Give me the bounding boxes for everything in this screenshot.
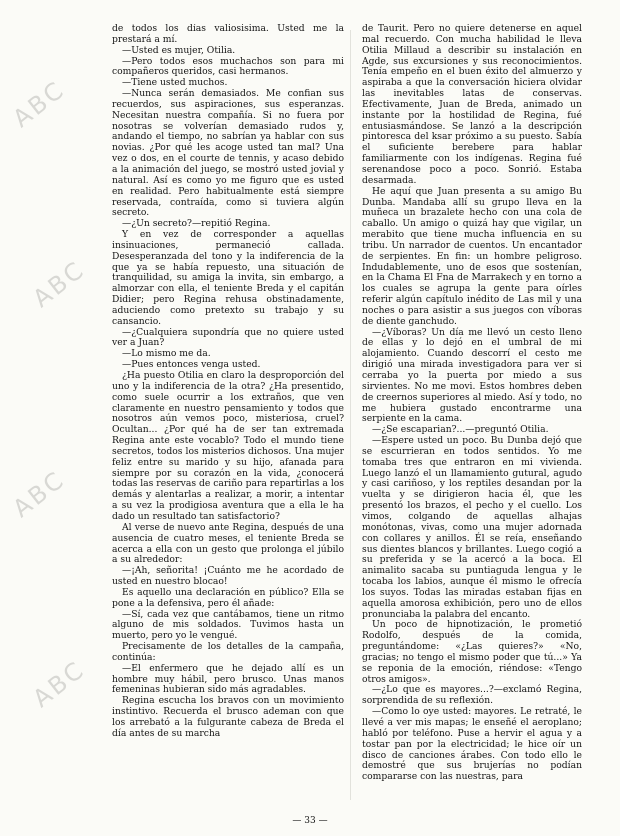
paragraph: Y en vez de corresponder a aquellas insinuaciones, permaneció callada. Desesperanzada del tono y la indiferencia de la que ya se había repuesto, una situación de tranquilidad, su amiga la invita, sin embargo, a almorzar con ella, el teniente Breda y el capitán Didier; pero Regina rehusa obstinadamente, aduciendo como pretexto su trabajo y su cansancio. xyxy=(112,229,344,327)
paragraph: —¿Lo que es mayores...?—exclamó Regina, sorprendida de su reflexión. xyxy=(362,684,582,707)
paragraph: de todos los días valiosisima. Usted me la prestará a mí. xyxy=(112,24,344,45)
paragraph: Al verse de nuevo ante Regina, después de una ausencia de cuatro meses, el teniente Breda se acerca a ella con un gesto que prolonga el júbilo a su alrededor: xyxy=(112,521,344,566)
paragraph: Regina escucha los bravos con un movimiento instintivo. Recuerda el brusco ademan con que los arrebató a la fulgurante cabeza de Breda el día antes de su marcha xyxy=(112,695,344,739)
paragraph: —Sí, cada vez que cantábamos, tiene un ritmo alguno de mis soldados. Tuvimos hasta un muerto, pero yo le vengué. xyxy=(112,608,344,642)
paragraph: —Tiene usted muchos. xyxy=(122,77,228,89)
paragraph: Un poco de hipnotización, le prometió Rodolfo, después de la comida, preguntándome: «¿Las quieres?» «No, gracias; no tengo el mismo poder que tú...» Ya se reponia de la emoción, riéndose: «Tengo otros amigos». xyxy=(362,619,582,685)
column-divider xyxy=(350,30,351,800)
text-column-left xyxy=(112,24,344,814)
paragraph: de Taurit. Pero no quiere detenerse en aquel mal recuerdo. Con mucha habilidad le lleva Otilia Millaud a describir su instalación en Agde, sus excursiones y sus reconocimientos. Tenía empeño en el buen éxito del almuerzo y aspiraba a que la conversación hiciera olvidar las inevitables latas de conservas. Efectivamente, Juan de Breda, animado un instante por la hostilidad de Regina, fué entusiasmándose. Se lanzó a la descripción pintoresca del ksar próximo a su puesto. Sabía el suficiente berebere para hablar familiarmente con los indígenas. Regina fué serenandose poco a poco. Sonrió. Estaba desarmada. xyxy=(362,24,582,186)
paragraph: —Pero todos esos muchachos son para mi compañeros queridos, casi hermanos. xyxy=(112,55,344,78)
paragraph: —¿Un secreto?—repitió Regina. xyxy=(122,218,271,230)
paragraph: —¿Se escaparian?...—preguntó Otilia. xyxy=(372,424,549,436)
paragraph: ¿Ha puesto Otilia en claro la desproporción del uno y la indiferencia de la otra? ¿Ha presentido, como suele ocurrir a los extraños, que ven claramente en nuestro pensamiento y todos que nosotros aún vemos poco, misteriosa, cruel? Ocultan... ¿Por qué ha de ser tan extremada Regina ante este vocablo? Todo el mundo tiene secretos, todos los misterios dichosos. Una mujer feliz entre su marido y su hijo, afanada para siempre por su corazón en la vida, ¿conocerá todas las reservas de cariño para repartirlas a los demás y alentarlas a realizar, a morir, a intentar a su vez la prodigiosa aventura que a ella le ha dado un resultado tan satisfactorio? xyxy=(112,370,344,522)
abc-watermark: ABC xyxy=(27,255,91,313)
abc-watermark: ABC xyxy=(7,465,71,523)
abc-watermark: ABC xyxy=(27,655,91,713)
paragraph: —Lo mismo me da. xyxy=(122,348,211,360)
paragraph: —El enfermero que he dejado allí es un hombre muy hábil, pero brusco. Unas manos femeninas hubieran sido más agradables. xyxy=(112,662,344,696)
paragraph: —Nunca serán demasiados. Me confian sus recuerdos, sus aspiraciones, sus esperanzas. Necesitan nuestra compañía. Si no fuera por nosotras se volverían demasiado rudos y, andando el tiempo, no sabrían ya hablar con sus novias. ¿Por qué les acoge usted tan mal? Una vez o dos, en el courte de tennis, y acaso debido a la animación del juego, se mostró usted jovial y natural. Así es como yo me figuro que es usted en realidad. Pero habitualmente está siempre reservada, contraída, como si tuviera algún secreto. xyxy=(112,88,344,219)
paragraph: —Pues entonces venga usted. xyxy=(122,359,261,371)
page-number: — 33 — xyxy=(292,816,328,826)
paragraph: He aquí que Juan presenta a su amigo Bu Dunba. Mandaba allí su grupo lleva en la muñeca un brazalete hecho con una cola de caballo. Un amigo o quizá hay que vigilar, un merabito que tiene mucha influencia en su tribu. Un narrador de cuentos. Un encantador de serpientes. En fin: un hombre peligroso. Indudablemente, uno de esos que sostenían, en la Chama El Fna de Marrakech y en torno a los cuales se agrupa la gente para oírles referir algún capítulo inédito de Las mil y una noches o para asistir a sus juegos con víboras de diente ganchudo. xyxy=(362,185,582,327)
paragraph: Es aquello una declaración en público? Ella se pone a la defensiva, pero él añade: xyxy=(112,586,344,609)
text-column-right xyxy=(362,24,582,814)
paragraph: Precisamente de los detalles de la campaña, continúa: xyxy=(112,641,344,663)
paragraph: —Usted es mujer, Otilia. xyxy=(122,44,236,56)
paragraph: —¡Ah, señorita! ¡Cuánto me he acordado de usted en nuestro blocao! xyxy=(112,565,344,588)
abc-watermark: ABC xyxy=(7,75,71,133)
paragraph: —Como lo oye usted: mayores. Le retraté, le llevé a ver mis mapas; le enseñé el aeroplano; habló por teléfono. Puse a hervir el agua y a tostar pan por la electricidad; le hice oír un disco de canciones árabes. Con todo ello le demostré que sus brujerías no podían compararse con las nuestras, para xyxy=(362,706,582,783)
paragraph: —Espere usted un poco. Bu Dunba dejó que se escurrieran en todos sentidos. Yo me tomaba tres que entraron en mi vivienda. Luego lanzó el un llamamiento gutural, agudo y casi cariñoso, y los reptiles desandan por la vuelta y se dirigieron hacia él, que les presentó los brazos, el pecho y el cuello. Los vimos, colgando de aquellas alhajas monótonas, vivas, como una mujer adornada con collares y anillos. Él se reía, enseñando sus dientes blancos y brillantes. Luego cogió a su preferida y se la acercó a la boca. El animalito sacaba su puntiaguda lengua y le tocaba los labios, aunque él mismo le ofrecía los suyos. Todas las miradas estaban fijas en aquella amorosa exhibición, pero uno de ellos pronunciaba la palabra del encanto. xyxy=(362,435,582,620)
paragraph: —¿Cualquiera supondría que no quiere usted ver a Juan? xyxy=(112,326,344,349)
paragraph: —¿Víboras? Un día me llevó un cesto lleno de ellas y lo dejó en el umbral de mi alojamiento. Cuando descorrí el cesto me dirigió una mirada investigadora para ver si cerraba yo la puerta por miedo a sus sirvientes. No me movi. Estos hombres deben de creernos superiores al miedo. Así y todo, no me hubiera gustado encontrarme una serpiente en la cama. xyxy=(362,326,582,425)
